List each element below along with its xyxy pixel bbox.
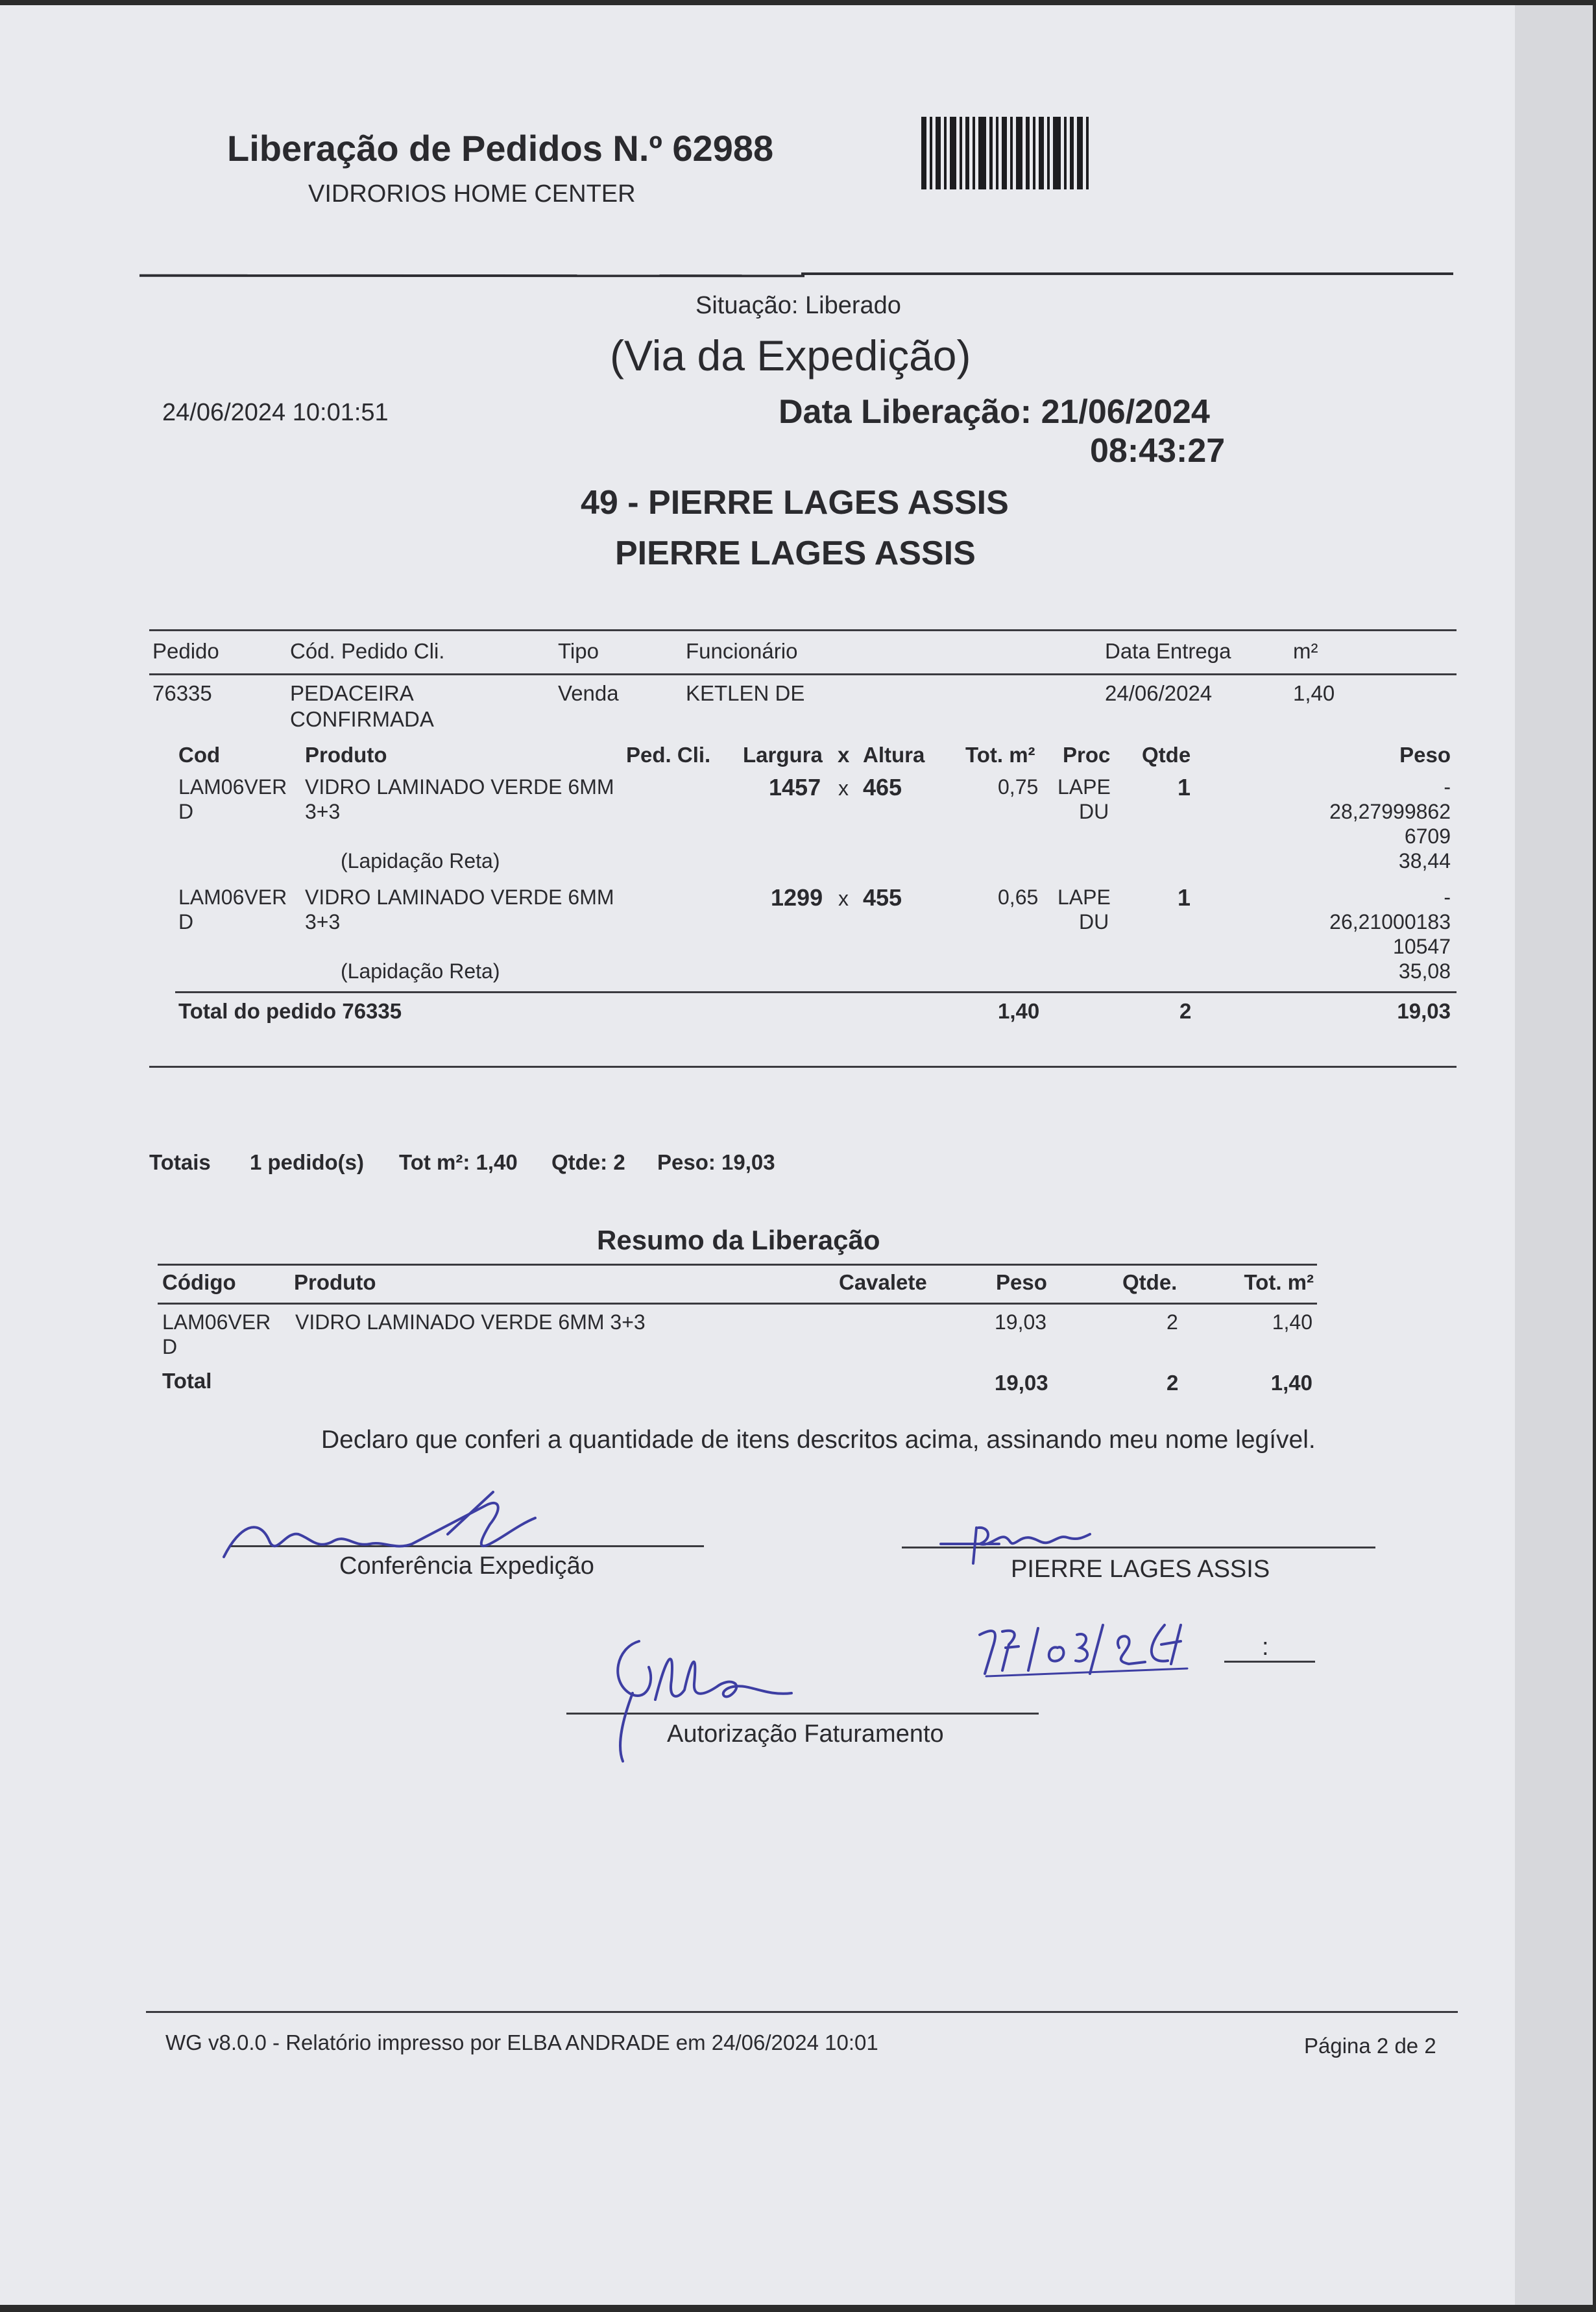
item-2-peso-3: 10547	[1393, 935, 1451, 958]
item-2-peso-4: 35,08	[1398, 959, 1451, 983]
summary-title: Resumo da Liberação	[597, 1225, 880, 1255]
company-name: VIDRORIOS HOME CENTER	[308, 180, 636, 208]
summary-col-cavalete: Cavalete	[839, 1270, 927, 1294]
order-total-label: Total do pedido 76335	[178, 999, 402, 1023]
summary-top-rule	[158, 1264, 1317, 1266]
summary-qtde: 2	[1167, 1310, 1178, 1334]
col-pedido: Pedido	[152, 639, 219, 663]
totals-label: Totais	[149, 1150, 211, 1174]
client-name: PIERRE LAGES ASSIS	[615, 535, 976, 572]
col-tot-m2: Tot. m²	[965, 743, 1035, 767]
item-1-produto-1: VIDRO LAMINADO VERDE 6MM	[305, 775, 614, 799]
summary-col-peso: Peso	[996, 1270, 1047, 1294]
item-2-produto-2: 3+3	[305, 910, 341, 933]
item-2-proc-1: LAPE	[1058, 885, 1111, 909]
footer-rule	[146, 2011, 1458, 2013]
signature-autorizacao	[603, 1622, 811, 1771]
summary-tot-m2: 1,40	[1272, 1310, 1312, 1334]
totals-pedidos: 1 pedido(s)	[250, 1150, 365, 1174]
summary-col-codigo: Código	[162, 1270, 236, 1294]
summary-produto: VIDRO LAMINADO VERDE 6MM 3+3	[295, 1310, 646, 1334]
order-section-end-rule	[149, 1066, 1457, 1068]
item-1-peso-3: 6709	[1404, 825, 1451, 848]
release-time: 08:43:27	[1090, 432, 1226, 470]
handwritten-date	[973, 1609, 1233, 1687]
col-x: x	[838, 743, 850, 767]
col-proc: Proc	[1063, 743, 1111, 767]
status-label: Situação: Liberado	[695, 292, 901, 319]
summary-total-label: Total	[162, 1369, 212, 1393]
document-title: Liberação de Pedidos N.º 62988	[227, 128, 774, 169]
footer-page-number: Página 2 de 2	[1304, 2034, 1436, 2058]
delivery-date: 24/06/2024	[1105, 681, 1213, 705]
totals-peso: Peso: 19,03	[657, 1150, 775, 1174]
client-code-name: 49 - PIERRE LAGES ASSIS	[581, 484, 1009, 522]
item-1-produto-2: 3+3	[305, 800, 341, 823]
item-1-cod-2: D	[178, 800, 194, 823]
item-1-altura: 465	[863, 774, 902, 801]
col-ped-cli: Ped. Cli.	[626, 743, 711, 767]
item-2-qtde: 1	[1178, 884, 1191, 911]
item-1-cod-1: LAM06VER	[178, 775, 287, 799]
order-table-header-rule	[149, 673, 1457, 675]
item-2-cod-1: LAM06VER	[178, 885, 287, 909]
item-1-peso-1: -	[1444, 775, 1451, 799]
order-number: 76335	[152, 681, 212, 705]
item-1-proc-2: DU	[1079, 800, 1109, 823]
time-placeholder: :	[1262, 1633, 1269, 1661]
client-order-code-2: CONFIRMADA	[290, 707, 434, 731]
summary-header-rule	[158, 1303, 1317, 1305]
order-total-peso: 19,03	[1397, 999, 1451, 1023]
signature-label-cliente: PIERRE LAGES ASSIS	[1011, 1556, 1270, 1583]
print-datetime: 24/06/2024 10:01:51	[162, 399, 389, 426]
client-order-code-1: PEDACEIRA	[290, 681, 414, 705]
col-produto: Produto	[305, 743, 387, 767]
summary-total-qtde: 2	[1167, 1371, 1179, 1395]
item-2-peso-2: 26,21000183	[1329, 910, 1451, 933]
summary-total-m2: 1,40	[1270, 1371, 1312, 1395]
item-1-largura: 1457	[769, 774, 821, 801]
summary-peso: 19,03	[995, 1310, 1047, 1334]
item-1-peso-2: 28,27999862	[1329, 800, 1451, 823]
item-2-x: x	[838, 887, 849, 910]
page-edge	[1515, 5, 1593, 2305]
item-2-altura: 455	[863, 884, 902, 911]
signature-label-autorizacao: Autorização Faturamento	[667, 1720, 944, 1748]
release-date: Data Liberação: 21/06/2024	[779, 393, 1210, 431]
declaration-text: Declaro que conferi a quantidade de itens descritos acima, assinando meu nome legível.	[321, 1426, 1316, 1454]
col-largura: Largura	[743, 743, 823, 767]
items-total-rule	[175, 991, 1457, 993]
col-m2: m²	[1293, 639, 1318, 663]
totals-qtde: Qtde: 2	[551, 1150, 625, 1174]
order-total-qtde: 2	[1179, 999, 1192, 1023]
item-1-x: x	[838, 777, 849, 800]
totals-m2: Tot m²: 1,40	[399, 1150, 518, 1174]
item-1-obs: (Lapidação Reta)	[341, 849, 500, 873]
col-altura: Altura	[863, 743, 925, 767]
item-1-tot-m2: 0,75	[998, 775, 1039, 799]
col-data-entrega: Data Entrega	[1105, 639, 1231, 663]
copy-type: (Via da Expedição)	[610, 331, 971, 379]
item-2-cod-2: D	[178, 910, 194, 933]
col-qtde: Qtde	[1142, 743, 1191, 767]
order-table-top-rule	[149, 629, 1457, 631]
item-2-proc-2: DU	[1079, 910, 1109, 933]
header-rule	[139, 274, 804, 278]
item-1-proc-1: LAPE	[1058, 775, 1111, 799]
order-total-m2: 1,40	[998, 999, 1040, 1023]
col-tipo: Tipo	[558, 639, 599, 663]
summary-total-peso: 19,03	[995, 1371, 1048, 1395]
col-cod-pedido-cli: Cód. Pedido Cli.	[290, 639, 445, 663]
header-rule-right	[801, 272, 1453, 275]
item-2-obs: (Lapidação Reta)	[341, 959, 500, 983]
col-funcionario: Funcionário	[686, 639, 798, 663]
item-2-peso-1: -	[1444, 885, 1451, 909]
summary-codigo-2: D	[162, 1335, 178, 1358]
item-2-largura: 1299	[771, 884, 823, 911]
summary-col-qtde: Qtde.	[1122, 1270, 1178, 1294]
item-1-qtde: 1	[1178, 774, 1191, 801]
col-peso: Peso	[1399, 743, 1451, 767]
item-2-produto-1: VIDRO LAMINADO VERDE 6MM	[305, 885, 614, 909]
employee: KETLEN DE	[686, 681, 805, 705]
summary-col-tot-m2: Tot. m²	[1244, 1270, 1314, 1294]
order-type: Venda	[558, 681, 619, 705]
col-cod: Cod	[178, 743, 221, 767]
summary-codigo-1: LAM06VER	[162, 1310, 271, 1334]
signature-cliente	[928, 1508, 1161, 1567]
barcode	[921, 117, 1148, 189]
order-m2: 1,40	[1293, 681, 1335, 705]
time-underline	[1224, 1661, 1315, 1663]
item-1-peso-4: 38,44	[1398, 849, 1451, 873]
signature-label-conferencia: Conferência Expedição	[339, 1552, 594, 1580]
signature-conferencia	[214, 1479, 577, 1576]
footer-report-info: WG v8.0.0 - Relatório impresso por ELBA ANDRADE em 24/06/2024 10:01	[165, 2030, 878, 2054]
summary-col-produto: Produto	[294, 1270, 376, 1294]
item-2-tot-m2: 0,65	[998, 885, 1039, 909]
